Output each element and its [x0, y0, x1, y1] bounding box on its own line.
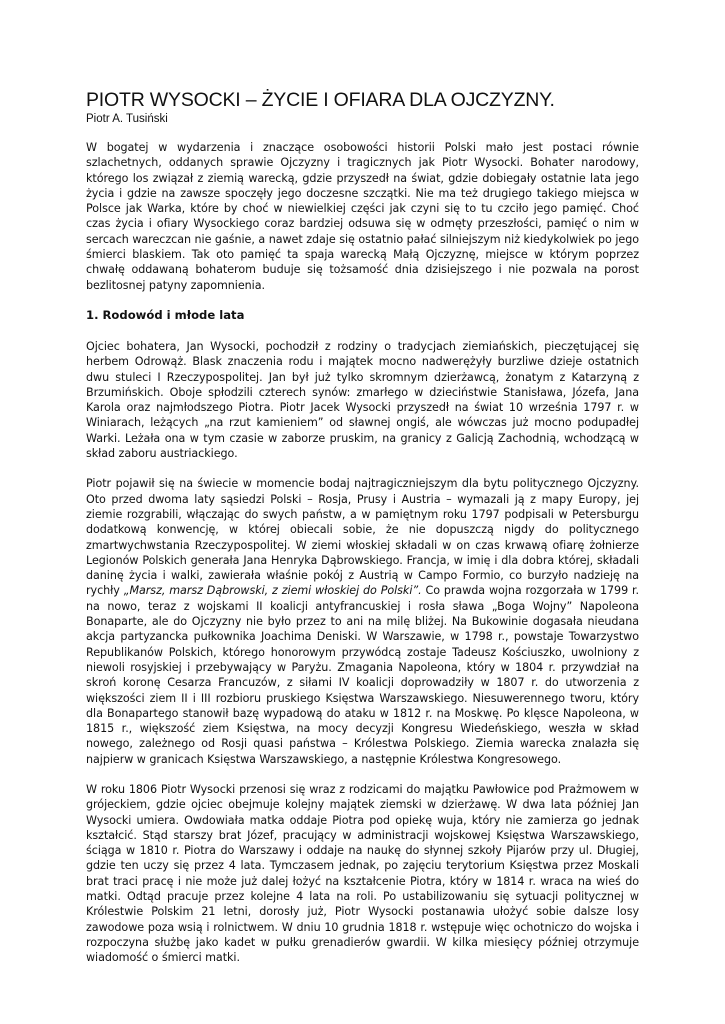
anthem-quote: „Marsz, marsz Dąbrowski, z ziemi włoskiej do Polski”.	[123, 584, 422, 598]
paragraph-youth: W roku 1806 Piotr Wysocki przenosi się wraz z rodzicami do majątku Pawłowice pod Prażmowem w grójeckiem, gdzie ojciec obejmuje kolejny majątek ziemski w dzierżawę. W dwa lata później Jan Wysocki umiera. Owdowiała matka oddaje Piotra pod opiekę wuja, który nie zamierza go jednak kształcić. Stąd starszy brat Józef, pracujący w administracji wojskowej Księstwa Warszawskiego, ściąga w 1810 r. Piotra do Warszawy i oddaje na naukę do słynnej szkoły Pijarów przy ul. Długiej, gdzie ten uczy się przez 4 lata. Tymczasem jednak, po zajęciu terytorium Księstwa przez Moskali brat traci pracę i nie może już dalej łożyć na kształcenie Piotra, który w 1814 r. wraca na wieś do matki. Odtąd pracuje przez kolejne 4 lata na roli. Po ustabilizowaniu się sytuacji politycznej w Królestwie Polskim 21 letni, dorosły już, Piotr Wysocki postanawia ułożyć sobie dalsze losy zawodowe poza wsią i rolnictwem. W dniu 10 grudnia 1818 r. wstępuje więc ochotniczo do wojska i rozpoczyna służbę jako kadet w pułku grenadierów gwardii. W kilka miesięcy później otrzymuje wiadomość o śmierci matki.	[86, 782, 639, 965]
paragraph-origins: Ojciec bohatera, Jan Wysocki, pochodził z rodziny o tradycjach ziemiańskich, pieczętującej się herbem Odrowąż. Blask znaczenia rodu i majątek mocno nadwerężyły burzliwe dzieje ostatnich dwu stuleci I Rzeczypospolitej. Jan był już tylko skromnym dzierżawcą, żonatym z Katarzyną z Brzumińskich. Oboje spłodzili czterech synów: zmarłego w dzieciństwie Stanisława, Józefa, Jana Karola oraz najmłodszego Piotra. Piotr Jacek Wysocki przyszedł na świat 10 września 1797 r. w Winiarach, leżących „na rzut kamieniem” od sławnej ongiś, ale wówczas już mocno podupadłej Warki. Leżała ona w tym czasie w zaborze pruskim, na granicy z Galicją Zachodnią, wchodzącą w skład zaboru austriackiego.	[86, 339, 639, 461]
paragraph-history-part-2: Co prawda wojna rozgorzała w 1799 r. na nowo, teraz z wojskami II koalicji antyfrancuskiej i rosła sława „Boga Wojny” Napoleona Bonaparte, ale do Ojczyzny nie było przez to ani na milę bliżej. Na Bukowinie dogasała nieudana akcja partyzancka pułkownika Joachima Deniski. W Warszawie, w 1798 r., powstaje Towarzystwo Republikanów Polskich, którego honorowym przywódcą zostaje Tadeusz Kościuszko, uwolniony z niewoli rosyjskiej i przebywający w Paryżu. Zmagania Napoleona, który w 1804 r. przywdział na skroń koronę Cesarza Francuzów, z siłami IV koalicji doprowadziły w 1807 r. do utworzenia z większości ziem II i III rozbioru pruskiego Księstwa Warszawskiego. Niesuwerennego tworu, który dla Bonapartego stanowił bazę wypadową do ataku w 1812 r. na Moskwę. Po klęsce Napoleona, w 1815 r., większość ziem Księstwa, na mocy decyzji Kongresu Wiedeńskiego, weszła w skład nowego, zależnego od Rosji quasi państwa – Królestwa Polskiego. Ziemia warecka znalazła się najpierw w granicach Księstwa Warszawskiego, a następnie Królestwa Kongresowego.	[86, 584, 640, 766]
paragraph-history	[86, 476, 639, 767]
document-title: PIOTR WYSOCKI – ŻYCIE I OFIARA DLA OJCZYZNY.	[86, 89, 555, 111]
section-heading: 1. Rodowód i młode lata	[86, 307, 245, 322]
document-page	[86, 88, 639, 981]
author-name: Piotr A. Tusiński	[86, 113, 168, 125]
intro-paragraph: W bogatej w wydarzenia i znaczące osobowości historii Polski mało jest postaci równie szlachetnych, oddanych sprawie Ojczyzny i tragicznych jak Piotr Wysocki. Bohater narodowy, którego los związał z ziemią warecką, gdzie przyszedł na świat, gdzie dobiegały ostatnie lata jego życia i gdzie na zawsze spoczęły jego doczesne szczątki. Nie ma też drugiego takiego miejsca w Polsce jak Warka, które by choć w niewielkiej części jak czyni się to tu czciło jego pamięć. Choć czas życia i ofiary Wysockiego coraz bardziej odsuwa się w odmęty przeszłości, pamięć o nim w sercach wareczcan nie gaśnie, a nawet zdaje się ostatnio pałać silniejszym niż kiedykolwiek po jego śmierci blaskiem. Tak oto pamięć ta spaja warecką Małą Ojczyznę, miejsce w którym poprzez chwałę oddawaną bohaterom buduje się tożsamość dnia dzisiejszego i nie pozwala na porost bezlitosnej patyny zapomnienia.	[86, 141, 639, 292]
paragraph-history-part-1: Piotr pojawił się na świecie w momencie bodaj najtragiczniejszym dla bytu politycznego Ojczyzny. Oto przed dwoma laty sąsiedzi Polski – Rosja, Prusy i Austria – wymazali ją z mapy Europy, jej ziemie rozgrabili, włączając do swych państw, a w pamiętnym roku 1797 podpisali w Petersburgu dodatkową konwencję, w której obiecali sobie, że nie dopuszczą nigdy do politycznego zmartwychwstania Rzeczypospolitej. W ziemi włoskiej składali w on czas krwawą ofiarę żołnierze Legionów Polskich generała Jana Henryka Dąbrowskiego. Francja, w imię i dla dobra której, składali daninę życia i walki, zawierała właśnie pokój z Austrią w Campo Formio, co burzyło nadzieję na rychły	[86, 477, 639, 598]
